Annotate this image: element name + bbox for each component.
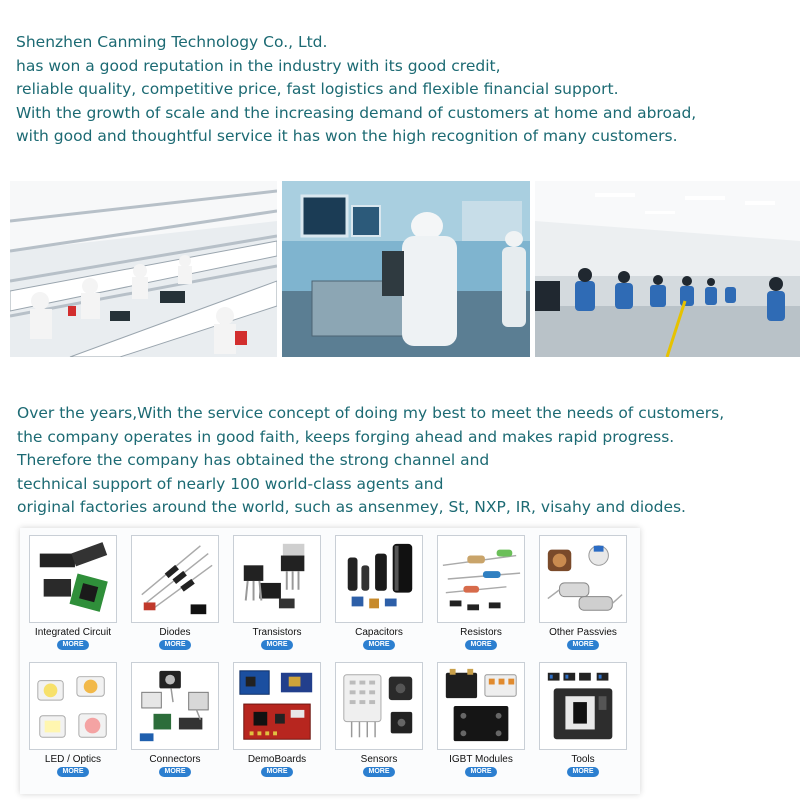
more-button[interactable]: MORE: [159, 767, 191, 777]
more-button[interactable]: MORE: [465, 767, 497, 777]
category-card-transistors[interactable]: [229, 530, 325, 652]
category-card-igbt-modules[interactable]: [433, 657, 529, 779]
connector-icon: [131, 662, 219, 750]
category-card-tools[interactable]: [535, 657, 631, 779]
story-line: Therefore the company has obtained the strong channel and: [17, 451, 490, 469]
transistor-icon: [233, 535, 321, 623]
category-card-capacitors[interactable]: [331, 530, 427, 652]
category-label: Transistors: [252, 627, 302, 638]
intro-text: [16, 31, 696, 149]
resistor-icon: [437, 535, 525, 623]
category-label: Integrated Circuit: [34, 627, 112, 638]
passive-icon: [539, 535, 627, 623]
diode-icon: [131, 535, 219, 623]
category-card-other-passives[interactable]: [535, 530, 631, 652]
category-label: Resistors: [460, 627, 502, 638]
more-button[interactable]: MORE: [363, 640, 395, 650]
more-button[interactable]: MORE: [57, 640, 89, 650]
sensor-icon: [335, 662, 423, 750]
category-label: Sensors: [360, 754, 398, 765]
story-line: Over the years,With the service concept of doing my best to meet the needs of customers,: [17, 404, 725, 422]
more-button[interactable]: MORE: [567, 767, 599, 777]
intro-line: reliable quality, competitive price, fast logistics and flexible financial support.: [16, 80, 619, 98]
intro-line: With the growth of scale and the increasing demand of customers at home and abroad,: [16, 103, 697, 122]
factory-photo-inspection: [282, 181, 530, 357]
category-label: Diodes: [159, 627, 191, 638]
more-button[interactable]: MORE: [261, 767, 293, 777]
board-icon: [233, 662, 321, 750]
product-category-grid: [20, 528, 640, 794]
category-card-diodes[interactable]: [127, 530, 223, 652]
category-card-integrated-circuit[interactable]: [25, 530, 121, 652]
story-text: [17, 402, 724, 520]
category-card-led-optics[interactable]: [25, 657, 121, 779]
ic-chip-icon: [29, 535, 117, 623]
led-icon: [29, 662, 117, 750]
more-button[interactable]: MORE: [567, 640, 599, 650]
more-button[interactable]: MORE: [465, 640, 497, 650]
category-label: Connectors: [149, 754, 201, 765]
category-label: DemoBoards: [247, 754, 307, 765]
category-card-resistors[interactable]: [433, 530, 529, 652]
intro-line: with good and thoughtful service it has won the high recognition of many customers.: [16, 127, 678, 145]
story-line: original factories around the world, such as ansenmey, St, NXP, IR, visahy and diodes.: [17, 498, 686, 516]
more-button[interactable]: MORE: [57, 767, 89, 777]
more-button[interactable]: MORE: [261, 640, 293, 650]
category-label: LED / Optics: [44, 754, 102, 765]
category-label: Tools: [571, 754, 595, 765]
intro-line: has won a good reputation in the industry with its good credit,: [16, 56, 501, 75]
category-card-sensors[interactable]: [331, 657, 427, 779]
category-label: Other Passvies: [549, 627, 617, 638]
story-line: technical support of nearly 100 world-class agents and: [17, 474, 444, 493]
more-button[interactable]: MORE: [159, 640, 191, 650]
category-card-demoboards[interactable]: [229, 657, 325, 779]
intro-line: Shenzhen Canming Technology Co., Ltd.: [16, 33, 328, 51]
category-card-connectors[interactable]: [127, 657, 223, 779]
story-line: the company operates in good faith, keeps forging ahead and makes rapid progress.: [17, 427, 675, 446]
capacitor-icon: [335, 535, 423, 623]
category-label: IGBT Modules: [449, 754, 513, 765]
factory-photo-assembly-line: [10, 181, 277, 357]
more-button[interactable]: MORE: [363, 767, 395, 777]
tool-icon: [539, 662, 627, 750]
igbt-icon: [437, 662, 525, 750]
category-label: Capacitors: [355, 627, 403, 638]
factory-photo-workshop: [535, 181, 800, 357]
